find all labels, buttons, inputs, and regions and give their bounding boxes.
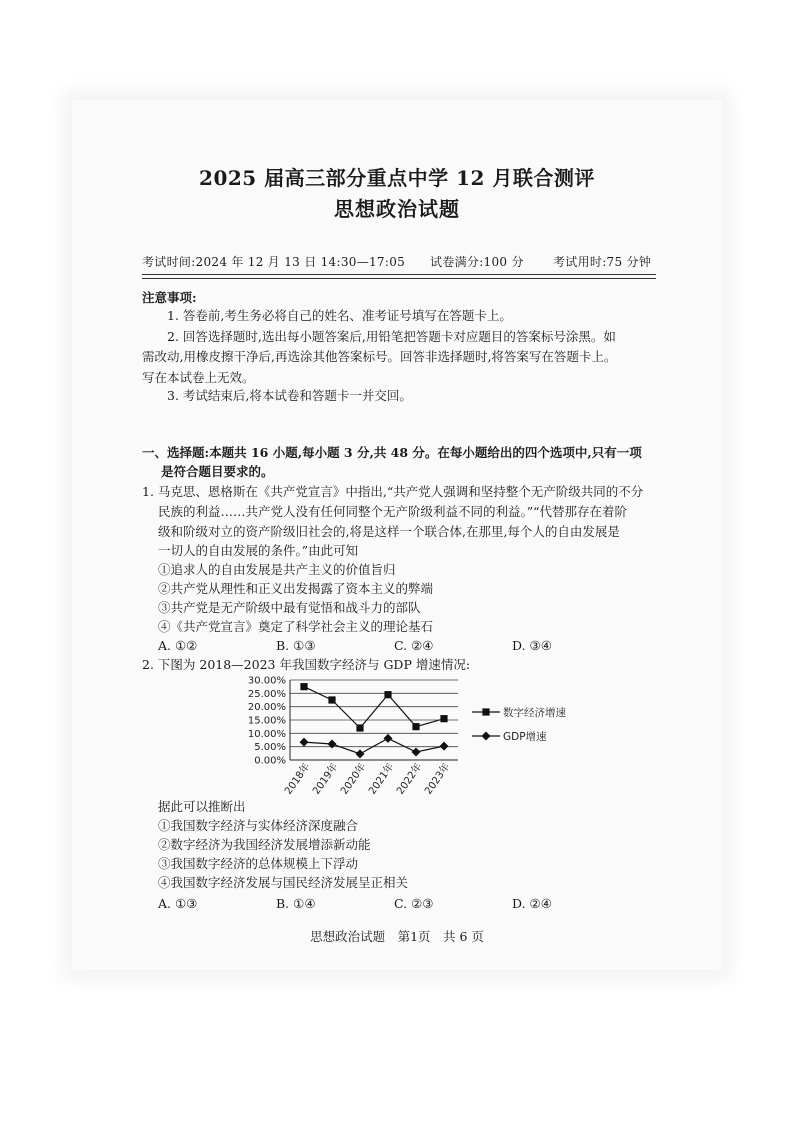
x-tick-label: 2021年 — [367, 761, 397, 797]
series-line — [304, 687, 444, 728]
header-rule-thin — [142, 278, 656, 279]
section-heading-cont: 是符合题目要求的。 — [161, 464, 274, 479]
y-tick-label: 15.00% — [247, 715, 286, 727]
legend-marker-square — [482, 708, 489, 715]
q2-option-d: D. ②④ — [512, 896, 552, 911]
y-tick-label: 30.00% — [247, 675, 286, 687]
x-tick-label: 2020年 — [339, 761, 369, 797]
x-tick-label: 2019年 — [311, 761, 341, 797]
q1-stem-line: 1. 马克思、恩格斯在《共产党宣言》中指出,“共产党人强调和坚持整个无产阶级共同的不分 — [142, 484, 644, 499]
data-point-diamond — [328, 740, 337, 749]
q2-item: ②数字经济为我国经济发展增添新动能 — [158, 837, 371, 852]
data-point-square — [384, 691, 391, 698]
q2-item: ④我国数字经济发展与国民经济发展呈正相关 — [158, 875, 409, 890]
y-tick-label: 20.00% — [247, 702, 286, 714]
data-point-diamond — [440, 742, 449, 751]
q2-item: ③我国数字经济的总体规模上下浮动 — [158, 856, 359, 871]
growth-line-chart — [238, 674, 598, 804]
q1-option-c: C. ②④ — [394, 638, 434, 653]
q1-stem-line: 一切人的自由发展的条件。”由此可知 — [158, 543, 359, 558]
y-tick-label: 10.00% — [247, 728, 286, 740]
q2-stem: 2. 下图为 2018—2023 年我国数字经济与 GDP 增速情况: — [142, 657, 471, 672]
page-footer: 思想政治试题 第1页 共 6 页 — [310, 929, 484, 944]
q1-stem-line: 民族的利益……共产党人没有任何同整个无产阶级利益不同的利益。”“代替那存在着阶 — [158, 504, 628, 519]
data-point-diamond — [412, 748, 421, 757]
q1-option-d: D. ③④ — [512, 638, 552, 653]
series-line — [304, 738, 444, 753]
q1-option-b: B. ①③ — [276, 638, 316, 653]
x-tick-label: 2023年 — [423, 761, 453, 797]
q1-item: ①追求人的自由发展是共产主义的价值旨归 — [158, 562, 396, 577]
q1-item: ②共产党从理性和正义出发揭露了资本主义的弊端 — [158, 581, 434, 596]
header-rule — [142, 274, 656, 275]
x-tick-label: 2022年 — [395, 761, 425, 797]
q1-item: ④《共产党宣言》奠定了科学社会主义的理论基石 — [158, 619, 434, 634]
data-point-diamond — [356, 749, 365, 758]
legend-label: 数字经济增速 — [503, 707, 566, 719]
notice-line: 写在本试卷上无效。 — [142, 370, 255, 385]
q2-item: ①我国数字经济与实体经济深度融合 — [158, 818, 359, 833]
section-heading: 一、选择题:本题共 16 小题,每小题 3 分,共 48 分。在每小题给出的四个选项中,只有一项 — [142, 445, 642, 460]
y-tick-label: 5.00% — [254, 742, 286, 754]
y-tick-label: 0.00% — [254, 755, 286, 767]
notice-heading: 注意事项: — [142, 290, 197, 305]
exam-subtitle: 思想政治试题 — [334, 197, 460, 221]
notice-line: 需改动,用橡皮擦干净后,再选涂其他答案标号。回答非选择题时,将答案写在答题卡上。 — [142, 349, 617, 364]
q2-option-b: B. ①④ — [276, 896, 316, 911]
q1-option-a: A. ①② — [158, 638, 198, 653]
duration: 考试用时:75 分钟 — [553, 255, 652, 269]
data-point-diamond — [300, 738, 309, 747]
data-point-square — [356, 724, 363, 731]
q1-stem-line: 级和阶级对立的资产阶级旧社会的,将是这样一个联合体,在那里,每个人的自由发展是 — [158, 524, 620, 539]
x-tick-label: 2018年 — [283, 761, 313, 797]
q2-option-c: C. ②③ — [394, 896, 434, 911]
q1-item: ③共产党是无产阶级中最有觉悟和战斗力的部队 — [158, 600, 421, 615]
data-point-square — [440, 715, 447, 722]
data-point-square — [412, 723, 419, 730]
notice-line: 3. 考试结束后,将本试卷和答题卡一并交回。 — [167, 388, 412, 403]
notice-line: 1. 答卷前,考生务必将自己的姓名、准考证号填写在答题卡上。 — [167, 308, 512, 323]
legend-marker-diamond — [482, 732, 491, 741]
data-point-diamond — [384, 734, 393, 743]
q2-lead: 据此可以推断出 — [158, 799, 246, 814]
q2-option-a: A. ①③ — [158, 896, 198, 911]
exam-time: 考试时间:2024 年 12 月 13 日 14:30—17:05 — [142, 255, 406, 269]
legend-label: GDP增速 — [503, 731, 547, 743]
data-point-square — [300, 683, 307, 690]
y-tick-label: 25.00% — [247, 688, 286, 700]
exam-title: 2025 届高三部分重点中学 12 月联合测评 — [199, 166, 595, 190]
data-point-square — [328, 696, 335, 703]
notice-line: 2. 回答选择题时,选出每小题答案后,用铅笔把答题卡对应题目的答案标号涂黑。如 — [167, 329, 616, 344]
full-score: 试卷满分:100 分 — [430, 255, 524, 269]
